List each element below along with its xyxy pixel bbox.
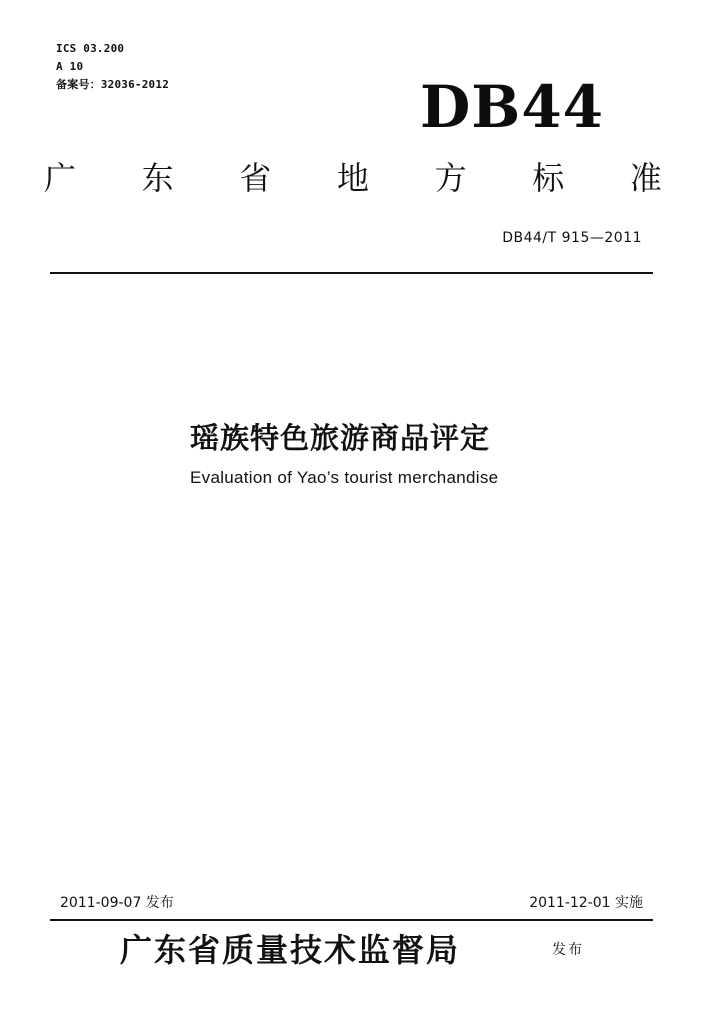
implementation-date: 2011-12-01 实施 — [529, 895, 643, 911]
standard-type-char: 方 — [434, 159, 467, 197]
standard-type-heading — [40, 156, 666, 200]
standard-type-char: 地 — [336, 159, 369, 197]
issuer-name: 广东省质量技术监督局 — [120, 931, 461, 969]
classification-code: A 10 — [56, 60, 84, 73]
issued-label: 发布 — [552, 942, 584, 958]
ics-code: ICS 03.200 — [56, 42, 125, 55]
standard-type-char: 准 — [629, 159, 662, 197]
title-english: Evaluation of Yao’s tourist merchandise — [190, 468, 499, 487]
db44-logo: DB44 — [420, 73, 605, 141]
standard-type-char: 东 — [141, 159, 174, 197]
issue-date: 2011-09-07 发布 — [60, 895, 174, 911]
standard-number: DB44/T 915—2011 — [502, 230, 642, 246]
standard-type-char: 标 — [532, 159, 565, 197]
title-chinese: 瑶族特色旅游商品评定 — [190, 421, 491, 455]
filing-number: 备案号：32036-2012 — [56, 78, 170, 91]
top-divider — [50, 272, 653, 274]
bottom-divider — [50, 919, 653, 921]
standard-type-char: 省 — [239, 159, 272, 197]
standard-type-char: 广 — [43, 159, 76, 197]
